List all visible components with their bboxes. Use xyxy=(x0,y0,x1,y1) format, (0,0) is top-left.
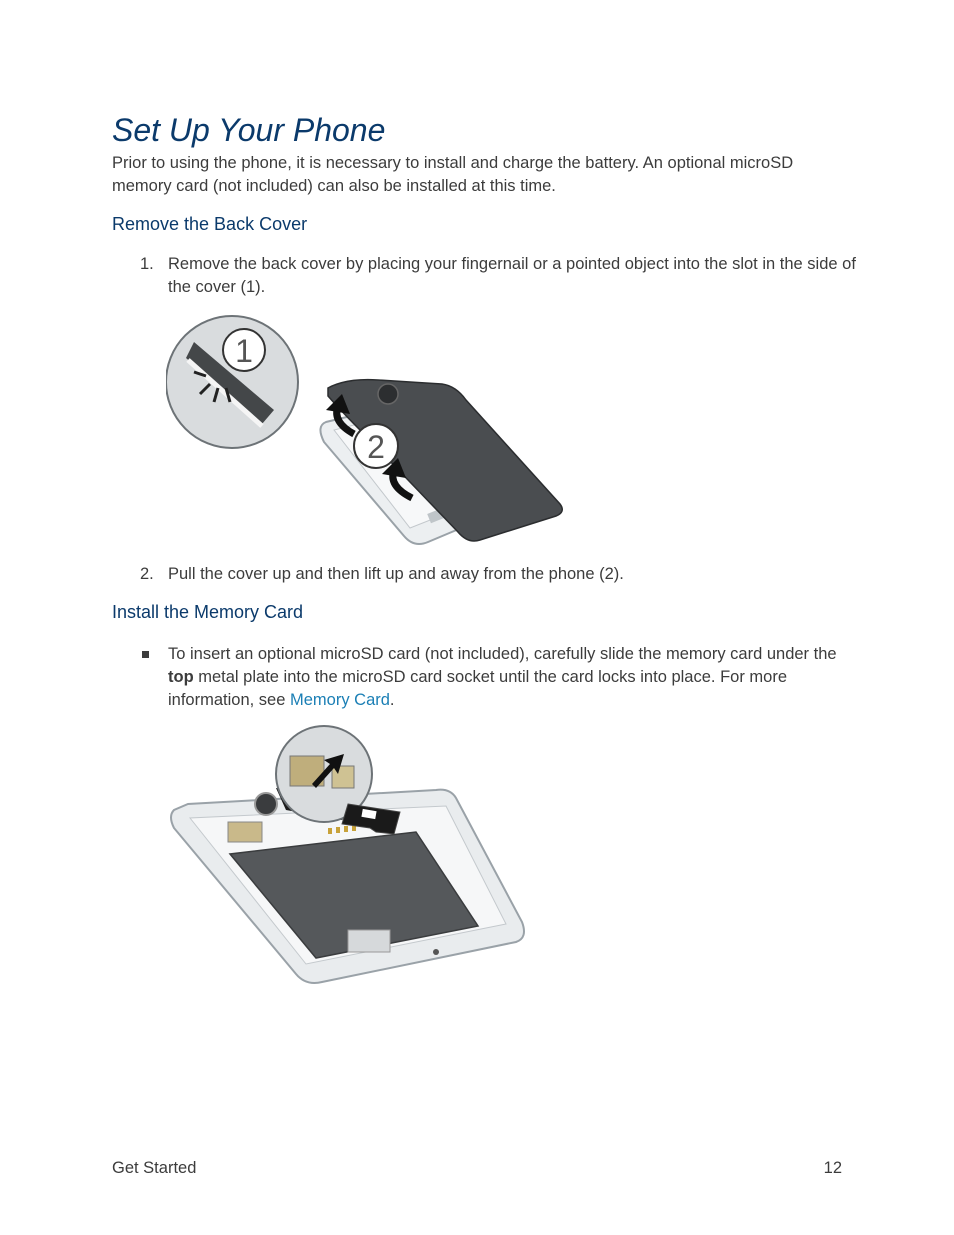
page-title: Set Up Your Phone xyxy=(112,112,386,148)
callout-1-label: 1 xyxy=(235,333,253,369)
step-2-number: 2. xyxy=(140,565,154,583)
heading-remove-back-cover: Remove the Back Cover xyxy=(112,214,308,234)
label-plate-shape xyxy=(348,930,390,952)
footer-section-name: Get Started xyxy=(112,1159,197,1177)
square-bullet-icon xyxy=(142,651,149,658)
camera-hole-shape xyxy=(378,384,398,404)
footer-page-number: 12 xyxy=(823,1159,842,1177)
callout-2-label: 2 xyxy=(367,429,385,465)
step-2-text: Pull the cover up and then lift up and away from the phone (2). xyxy=(168,565,624,583)
heading-install-memory-card: Install the Memory Card xyxy=(112,602,304,622)
step-1-text: Remove the back cover by placing your fingernail or a pointed object into the slot in the side of the cover (1). xyxy=(168,255,856,296)
camera-icon xyxy=(255,793,277,815)
memory-card-link[interactable]: Memory Card xyxy=(289,691,390,709)
step-1-number: 1. xyxy=(140,255,154,273)
intro-paragraph: Prior to using the phone, it is necessary to install and charge the battery. An optional microSD memory card (not included) can also be installed at this time. xyxy=(112,154,794,195)
insert-memory-card-illustration xyxy=(166,724,530,988)
remove-back-cover-illustration xyxy=(166,314,566,550)
sim-slot-shape xyxy=(228,822,262,842)
bold-top: top xyxy=(168,668,194,686)
bullet-text: To insert an optional microSD card (not included), carefully slide the memory card under the top metal plate into the microSD card socket until the card locks into place. For more information, see Memory Card. xyxy=(168,645,837,709)
